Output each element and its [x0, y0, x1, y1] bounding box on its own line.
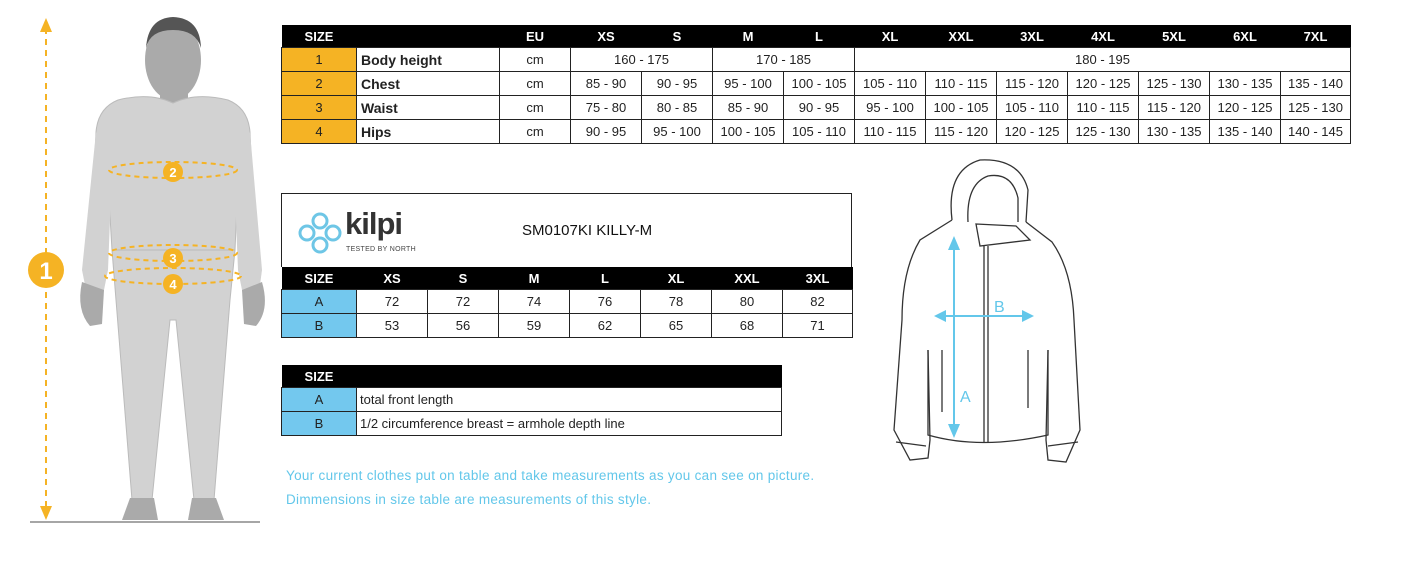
header-cell: SIZE — [282, 25, 357, 48]
value-cell: 53 — [357, 314, 428, 338]
value-cell: 76 — [570, 290, 641, 314]
brand-tagline: TESTED BY NORTH — [346, 246, 416, 253]
legend-row-a — [282, 388, 782, 412]
body-figure-illustration — [0, 0, 270, 540]
row-label: Body height — [357, 48, 500, 72]
row-label: Hips — [357, 120, 500, 144]
value-cell: 130 - 135 — [1139, 120, 1210, 144]
value-cell: 105 - 110 — [855, 72, 926, 96]
header-cell: S — [642, 25, 713, 48]
header-cell: 6XL — [1210, 25, 1281, 48]
value-cell: 115 - 120 — [1139, 96, 1210, 120]
value-cell: 110 - 115 — [1068, 96, 1139, 120]
value-cell: 140 - 145 — [1281, 120, 1351, 144]
row-number: 2 — [282, 72, 357, 96]
header-cell — [357, 25, 500, 48]
row-number: 4 — [282, 120, 357, 144]
marker-2 — [163, 162, 183, 182]
table-row-hips — [282, 120, 1351, 144]
value-cell: 90 - 95 — [642, 72, 713, 96]
value-cell: 100 - 105 — [713, 120, 784, 144]
svg-text:4: 4 — [169, 277, 177, 292]
header-cell: SIZE — [282, 365, 357, 388]
value-cell: 95 - 100 — [642, 120, 713, 144]
header-cell: XXL — [712, 267, 783, 290]
svg-text:3: 3 — [169, 251, 177, 266]
jacket-marker-a: A — [960, 389, 971, 406]
header-cell: XL — [855, 25, 926, 48]
table-row-body-height — [282, 48, 1351, 72]
size-chart-header — [282, 25, 1351, 48]
value-cell: 125 - 130 — [1139, 72, 1210, 96]
value-cell: 62 — [570, 314, 641, 338]
jacket-marker-b: B — [994, 299, 1005, 316]
header-cell: M — [713, 25, 784, 48]
unit-cell: cm — [500, 72, 571, 96]
row-label: Waist — [357, 96, 500, 120]
value-cell: 72 — [428, 290, 499, 314]
value-cell: 85 - 90 — [713, 96, 784, 120]
style-table-header — [282, 267, 853, 290]
legend-table — [281, 365, 782, 436]
table-row-a — [282, 290, 853, 314]
header-cell: 5XL — [1139, 25, 1210, 48]
row-key: A — [282, 290, 357, 314]
style-code: SM0107KI KILLY-M — [522, 222, 653, 239]
value-cell: 115 - 120 — [997, 72, 1068, 96]
header-cell: 3XL — [997, 25, 1068, 48]
kilpi-knot-logo — [298, 212, 342, 254]
value-cell: 82 — [783, 290, 853, 314]
row-key: B — [282, 314, 357, 338]
header-cell: 7XL — [1281, 25, 1351, 48]
value-cell: 85 - 90 — [571, 72, 642, 96]
header-cell: XS — [571, 25, 642, 48]
value-cell: 75 - 80 — [571, 96, 642, 120]
marker-4 — [163, 274, 183, 294]
value-cell: 71 — [783, 314, 853, 338]
header-cell: XL — [641, 267, 712, 290]
value-cell: 135 - 140 — [1281, 72, 1351, 96]
style-measurement-table — [281, 267, 853, 338]
legend-description: 1/2 circumference breast = armhole depth line — [357, 412, 782, 436]
header-cell: 4XL — [1068, 25, 1139, 48]
header-cell: 3XL — [783, 267, 853, 290]
table-row-b — [282, 314, 853, 338]
value-cell: 125 - 130 — [1281, 96, 1351, 120]
value-cell: 125 - 130 — [1068, 120, 1139, 144]
header-cell: XXL — [926, 25, 997, 48]
value-cell: 100 - 105 — [784, 72, 855, 96]
marker-3 — [163, 248, 183, 268]
legend-row-b — [282, 412, 782, 436]
value-cell: 180 - 195 — [855, 48, 1351, 72]
jacket-illustration — [880, 150, 1090, 470]
instruction-note: Your current clothes put on table and take measurements as you can see on picture. — [286, 468, 815, 483]
value-cell: 105 - 110 — [784, 120, 855, 144]
unit-cell: cm — [500, 96, 571, 120]
header-cell: L — [570, 267, 641, 290]
header-cell: L — [784, 25, 855, 48]
instruction-note: Dimmensions in size table are measurements of this style. — [286, 492, 652, 507]
header-cell: XS — [357, 267, 428, 290]
value-cell: 115 - 120 — [926, 120, 997, 144]
size-chart-table — [281, 25, 1351, 144]
value-cell: 105 - 110 — [997, 96, 1068, 120]
table-row-chest — [282, 72, 1351, 96]
value-cell: 120 - 125 — [1068, 72, 1139, 96]
value-cell: 78 — [641, 290, 712, 314]
header-cell: SIZE — [282, 267, 357, 290]
value-cell: 100 - 105 — [926, 96, 997, 120]
value-cell: 65 — [641, 314, 712, 338]
row-number: 3 — [282, 96, 357, 120]
brand-header — [281, 193, 852, 267]
value-cell: 170 - 185 — [713, 48, 855, 72]
value-cell: 90 - 95 — [571, 120, 642, 144]
row-key: B — [282, 412, 357, 436]
value-cell: 110 - 115 — [926, 72, 997, 96]
value-cell: 72 — [357, 290, 428, 314]
unit-cell: cm — [500, 120, 571, 144]
header-cell: S — [428, 267, 499, 290]
row-label: Chest — [357, 72, 500, 96]
svg-text:1: 1 — [39, 258, 53, 285]
value-cell: 160 - 175 — [571, 48, 713, 72]
unit-cell: cm — [500, 48, 571, 72]
value-cell: 120 - 125 — [997, 120, 1068, 144]
value-cell: 130 - 135 — [1210, 72, 1281, 96]
header-cell — [357, 365, 782, 388]
value-cell: 80 — [712, 290, 783, 314]
legend-header — [282, 365, 782, 388]
table-row-waist — [282, 96, 1351, 120]
header-cell: M — [499, 267, 570, 290]
value-cell: 68 — [712, 314, 783, 338]
value-cell: 74 — [499, 290, 570, 314]
row-key: A — [282, 388, 357, 412]
value-cell: 95 - 100 — [713, 72, 784, 96]
legend-description: total front length — [357, 388, 782, 412]
value-cell: 59 — [499, 314, 570, 338]
value-cell: 135 - 140 — [1210, 120, 1281, 144]
svg-text:2: 2 — [169, 165, 177, 180]
header-cell: EU — [500, 25, 571, 48]
value-cell: 90 - 95 — [784, 96, 855, 120]
value-cell: 56 — [428, 314, 499, 338]
marker-1 — [28, 252, 64, 288]
value-cell: 110 - 115 — [855, 120, 926, 144]
value-cell: 80 - 85 — [642, 96, 713, 120]
value-cell: 95 - 100 — [855, 96, 926, 120]
brand-name: kilpi — [345, 206, 403, 241]
row-number: 1 — [282, 48, 357, 72]
value-cell: 120 - 125 — [1210, 96, 1281, 120]
